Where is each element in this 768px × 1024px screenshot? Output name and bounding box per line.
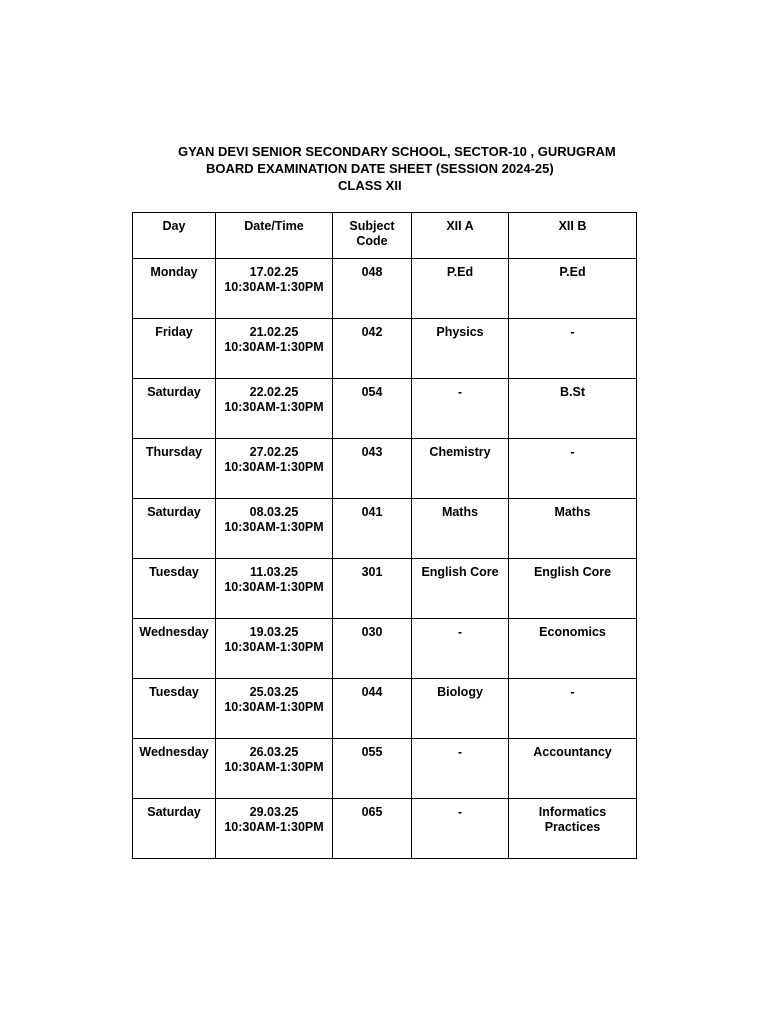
- exam-date: 25.03.25: [249, 685, 299, 699]
- xii-a-subject-cell: -: [412, 739, 509, 799]
- subject-code-cell: 048: [333, 259, 412, 319]
- subject-code-cell: 054: [333, 379, 412, 439]
- column-header-date-time: Date/Time: [216, 213, 333, 259]
- exam-date: 26.03.25: [249, 745, 299, 759]
- column-header-subject-code: Subject Code: [333, 213, 412, 259]
- table-row: [133, 379, 637, 439]
- xii-a-subject-cell: Chemistry: [412, 439, 509, 499]
- table-row: [133, 619, 637, 679]
- table-row: [133, 679, 637, 739]
- day-cell: Wednesday: [133, 619, 216, 679]
- day-cell: Saturday: [133, 799, 216, 859]
- subject-code-cell: 030: [333, 619, 412, 679]
- table-body: [133, 259, 637, 859]
- xii-b-subject-cell: -: [509, 319, 637, 379]
- table-row: [133, 439, 637, 499]
- xii-b-subject-cell: Economics: [509, 619, 637, 679]
- school-name: GYAN DEVI SENIOR SECONDARY SCHOOL, SECTOR-10 , GURUGRAM: [178, 144, 616, 159]
- table-row: [133, 319, 637, 379]
- exam-date: 21.02.25: [249, 325, 299, 339]
- exam-date: 19.03.25: [249, 625, 299, 639]
- xii-b-subject-cell: P.Ed: [509, 259, 637, 319]
- sheet-title: BOARD EXAMINATION DATE SHEET (SESSION 2024-25): [206, 161, 554, 176]
- column-header-xii-b: XII B: [509, 213, 637, 259]
- day-cell: Monday: [133, 259, 216, 319]
- exam-time: 10:30AM-1:30PM: [224, 460, 324, 474]
- date-time-cell: [216, 619, 333, 679]
- date-time-cell: [216, 559, 333, 619]
- table-row: [133, 739, 637, 799]
- xii-b-subject-cell: -: [509, 439, 637, 499]
- xii-a-subject-cell: Biology: [412, 679, 509, 739]
- day-cell: Saturday: [133, 379, 216, 439]
- xii-a-subject-cell: -: [412, 619, 509, 679]
- date-time-cell: [216, 739, 333, 799]
- exam-date: 27.02.25: [249, 445, 299, 459]
- day-cell: Wednesday: [133, 739, 216, 799]
- xii-b-subject-cell: Informatics Practices: [509, 799, 637, 859]
- exam-time: 10:30AM-1:30PM: [224, 760, 324, 774]
- subject-code-cell: 042: [333, 319, 412, 379]
- date-time-cell: [216, 799, 333, 859]
- xii-b-subject-cell: -: [509, 679, 637, 739]
- xii-a-subject-cell: -: [412, 799, 509, 859]
- exam-time: 10:30AM-1:30PM: [224, 520, 324, 534]
- exam-time: 10:30AM-1:30PM: [224, 280, 324, 294]
- column-header-xii-a: XII A: [412, 213, 509, 259]
- exam-time: 10:30AM-1:30PM: [224, 640, 324, 654]
- date-time-cell: [216, 319, 333, 379]
- subject-code-cell: 041: [333, 499, 412, 559]
- day-cell: Thursday: [133, 439, 216, 499]
- date-time-cell: [216, 259, 333, 319]
- date-time-cell: [216, 439, 333, 499]
- exam-time: 10:30AM-1:30PM: [224, 400, 324, 414]
- date-time-cell: [216, 499, 333, 559]
- xii-a-subject-cell: English Core: [412, 559, 509, 619]
- day-cell: Friday: [133, 319, 216, 379]
- date-time-cell: [216, 379, 333, 439]
- day-cell: Tuesday: [133, 679, 216, 739]
- exam-date: 17.02.25: [249, 265, 299, 279]
- xii-b-subject-cell: Accountancy: [509, 739, 637, 799]
- xii-b-subject-cell: English Core: [509, 559, 637, 619]
- exam-date: 22.02.25: [249, 385, 299, 399]
- subject-code-cell: 065: [333, 799, 412, 859]
- day-cell: Tuesday: [133, 559, 216, 619]
- date-sheet-table: [132, 212, 637, 859]
- xii-a-subject-cell: Physics: [412, 319, 509, 379]
- xii-a-subject-cell: P.Ed: [412, 259, 509, 319]
- table-row: [133, 499, 637, 559]
- xii-a-subject-cell: Maths: [412, 499, 509, 559]
- exam-time: 10:30AM-1:30PM: [224, 340, 324, 354]
- subject-code-cell: 043: [333, 439, 412, 499]
- subject-code-cell: 044: [333, 679, 412, 739]
- table-row: [133, 559, 637, 619]
- xii-b-subject-cell: Maths: [509, 499, 637, 559]
- table-header-row: [133, 213, 637, 259]
- exam-date: 11.03.25: [250, 565, 298, 579]
- subject-code-cell: 055: [333, 739, 412, 799]
- exam-date: 08.03.25: [249, 505, 299, 519]
- exam-time: 10:30AM-1:30PM: [224, 820, 324, 834]
- exam-time: 10:30AM-1:30PM: [224, 700, 324, 714]
- day-cell: Saturday: [133, 499, 216, 559]
- exam-date: 29.03.25: [249, 805, 299, 819]
- xii-b-subject-cell: B.St: [509, 379, 637, 439]
- column-header-day: Day: [133, 213, 216, 259]
- subject-code-cell: 301: [333, 559, 412, 619]
- table-row: [133, 259, 637, 319]
- table-row: [133, 799, 637, 859]
- date-time-cell: [216, 679, 333, 739]
- xii-a-subject-cell: -: [412, 379, 509, 439]
- class-label: CLASS XII: [338, 178, 402, 193]
- exam-time: 10:30AM-1:30PM: [224, 580, 324, 594]
